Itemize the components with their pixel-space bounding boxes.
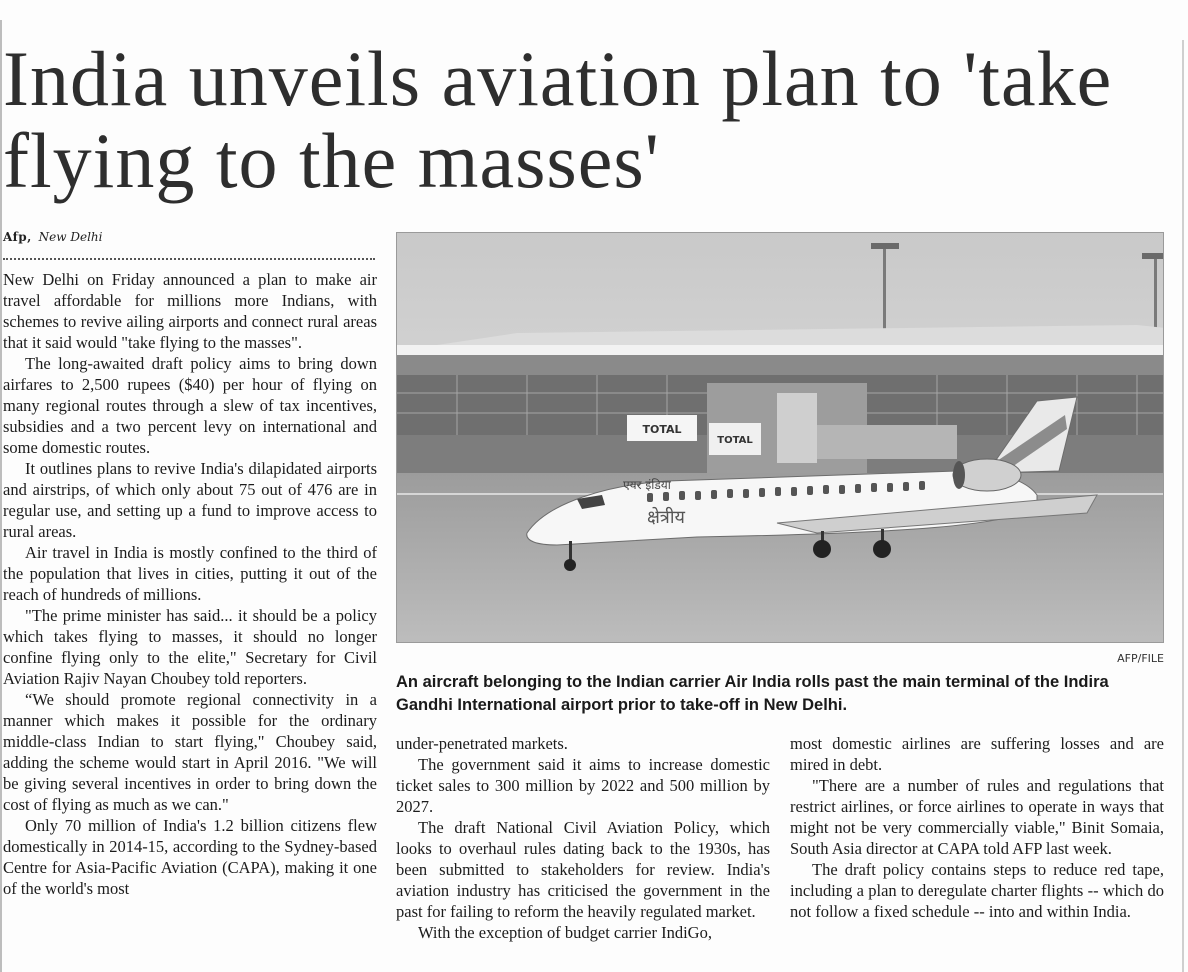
paragraph: The government said it aims to increase domestic ticket sales to 300 million by 2022 and 500 million by 2027.	[396, 755, 770, 816]
paragraph: Only 70 million of India's 1.2 billion citizens flew domestically in 2014-15, according to the Sydney-based Centre for Asia-Pacific Aviation (CAPA), making it one of the world's most	[3, 816, 377, 898]
photo-caption: An aircraft belonging to the Indian carrier Air India rolls past the main terminal of the Indira Gandhi International airport prior to take-off in New Delhi.	[396, 673, 1109, 714]
agency-name: Afp,	[3, 230, 32, 244]
fuselage-text-script: क्षेत्रीय	[647, 507, 685, 528]
photo-credit: AFP/FILE	[1117, 652, 1164, 665]
article-column-1	[3, 269, 377, 899]
dotted-separator	[3, 258, 375, 260]
left-column-rule	[0, 20, 2, 972]
paragraph: It outlines plans to revive India's dilapidated airports and airstrips, of which only about 75 out of 476 are in regular use, and setting up a fund to improve access to rural areas.	[3, 459, 377, 541]
total-sign-right: TOTAL	[717, 435, 753, 446]
paragraph: The draft policy contains steps to reduce red tape, including a plan to deregulate charter flights -- which do not follow a fixed schedule -- into and within India.	[790, 860, 1164, 921]
paragraph: The long-awaited draft policy aims to bring down airfares to 2,500 rupees ($40) per hour of flying on many regional routes through a slew of tax incentives, subsidies and a two percent levy on international and some domestic routes.	[3, 354, 377, 457]
paragraph: New Delhi on Friday announced a plan to make air travel affordable for millions more Indians, with schemes to revive ailing airports and connect rural areas that it said would "take flying to the masses".	[3, 270, 377, 352]
article-column-3	[790, 733, 1164, 922]
paragraph: With the exception of budget carrier IndiGo,	[418, 923, 712, 942]
paragraph: under-penetrated markets.	[396, 734, 568, 753]
total-sign-left: TOTAL	[642, 423, 682, 436]
fuselage-text-top: एयर इंडिया	[623, 478, 671, 492]
paragraph: “We should promote regional connectivity in a manner which makes it possible for the ordinary middle-class Indian to start flying," Choubey said, adding the scheme would start in April 2016. "We will be giving several incentives in order to bring down the cost of flying as much as we can."	[3, 690, 377, 814]
headline: India unveils aviation plan to 'take flying to the masses'	[3, 35, 1113, 204]
right-page-rule	[1182, 40, 1184, 972]
airport-aircraft-illustration	[397, 233, 1164, 643]
article-column-2	[396, 733, 770, 943]
dateline-city: New Delhi	[38, 230, 103, 244]
dateline	[3, 230, 103, 244]
paragraph: "There are a number of rules and regulations that restrict airlines, or force airlines to operate in ways that might not be very commercially viable," Binit Somaia, South Asia director at CAPA told AFP last week.	[790, 776, 1164, 858]
paragraph: Air travel in India is mostly confined to the third of the population that lives in cities, putting it out of the reach of hundreds of millions.	[3, 543, 377, 604]
paragraph: most domestic airlines are suffering losses and are mired in debt.	[790, 734, 1164, 774]
paragraph: The draft National Civil Aviation Policy, which looks to overhaul rules dating back to the 1930s, has been submitted to stakeholders for review. India's aviation industry has criticised the government in the past for failing to reform the heavily regulated market.	[396, 818, 770, 921]
news-photo	[396, 232, 1164, 643]
paragraph: "The prime minister has said... it should be a policy which takes flying to masses, it should no longer confine flying only to the elite," Secretary for Civil Aviation Rajiv Nayan Choubey told reporters.	[3, 606, 377, 688]
